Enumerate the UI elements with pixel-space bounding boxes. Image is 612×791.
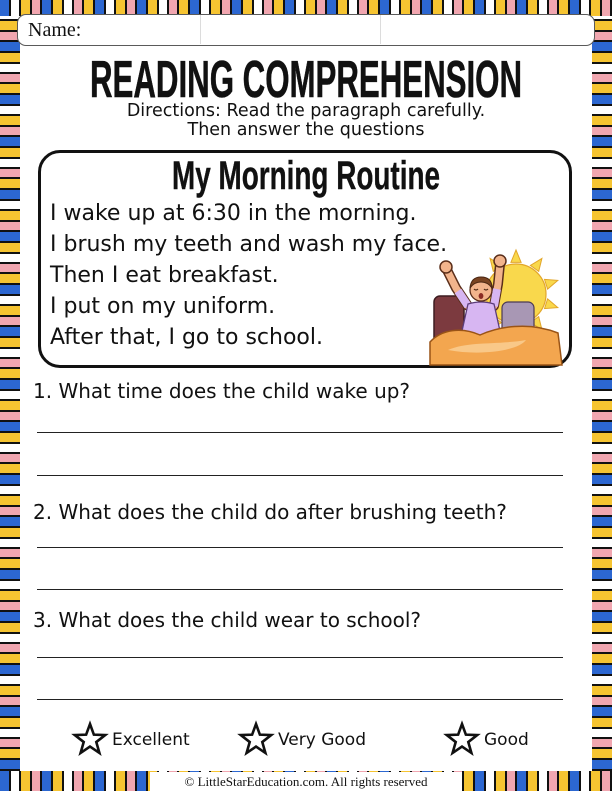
story-title: My Morning Routine: [172, 154, 440, 198]
story-title-graphic: [160, 155, 452, 199]
right-sleeve: [494, 289, 497, 306]
answer-line[interactable]: [37, 699, 563, 700]
star-icon: [444, 722, 480, 758]
star-shape: [241, 724, 271, 753]
ruler-border-left: [0, 0, 20, 791]
story-box: [38, 150, 572, 368]
answer-line[interactable]: [37, 475, 563, 476]
star-icon: [238, 722, 274, 758]
answer-line[interactable]: [37, 547, 563, 548]
story-paragraph: [50, 198, 447, 353]
rating-label: Good: [484, 730, 529, 750]
star-shape: [447, 724, 477, 753]
name-field-divider: [380, 15, 381, 44]
question-1: 1. What time does the child wake up?: [33, 379, 411, 403]
rating-label: Excellent: [112, 730, 190, 750]
name-label: Name:: [28, 19, 82, 41]
ruler-border-right: [592, 0, 612, 791]
star-shape: [75, 724, 105, 753]
copyright-footer: © LittleStarEducation.com. All rights reserved: [150, 772, 462, 791]
sun-ray: [511, 250, 521, 262]
rating-very-good[interactable]: [238, 722, 366, 758]
worksheet-title: READING COMPREHENSION: [90, 51, 522, 109]
story-line: I put on my uniform.: [50, 294, 276, 319]
child-waking-up-illustration: [428, 240, 566, 365]
rating-excellent[interactable]: [72, 722, 190, 758]
rating-good[interactable]: [444, 722, 529, 758]
sun-ray: [545, 299, 558, 309]
star-icon: [72, 722, 108, 758]
directions-line-2: Then answer the questions: [187, 120, 425, 140]
story-line: I brush my teeth and wash my face.: [50, 232, 448, 257]
sun-ray: [545, 279, 558, 289]
question-3: 3. What does the child wear to school?: [33, 608, 422, 632]
yawning-mouth: [479, 293, 484, 299]
name-field[interactable]: [17, 14, 595, 46]
directions-line-1: Directions: Read the paragraph carefully.: [126, 101, 486, 121]
answer-line[interactable]: [37, 589, 563, 590]
answer-line[interactable]: [37, 432, 563, 433]
right-fist: [494, 255, 506, 267]
story-line: I wake up at 6:30 in the morning.: [50, 201, 417, 226]
story-line: After that, I go to school.: [50, 325, 323, 350]
worksheet-title-graphic: [80, 51, 532, 109]
rating-label: Very Good: [278, 730, 366, 750]
story-line: Then I eat breakfast.: [50, 263, 279, 288]
answer-line[interactable]: [37, 657, 563, 658]
name-field-divider: [200, 15, 201, 44]
question-2: 2. What does the child do after brushing teeth?: [33, 500, 507, 524]
directions: [20, 102, 592, 140]
